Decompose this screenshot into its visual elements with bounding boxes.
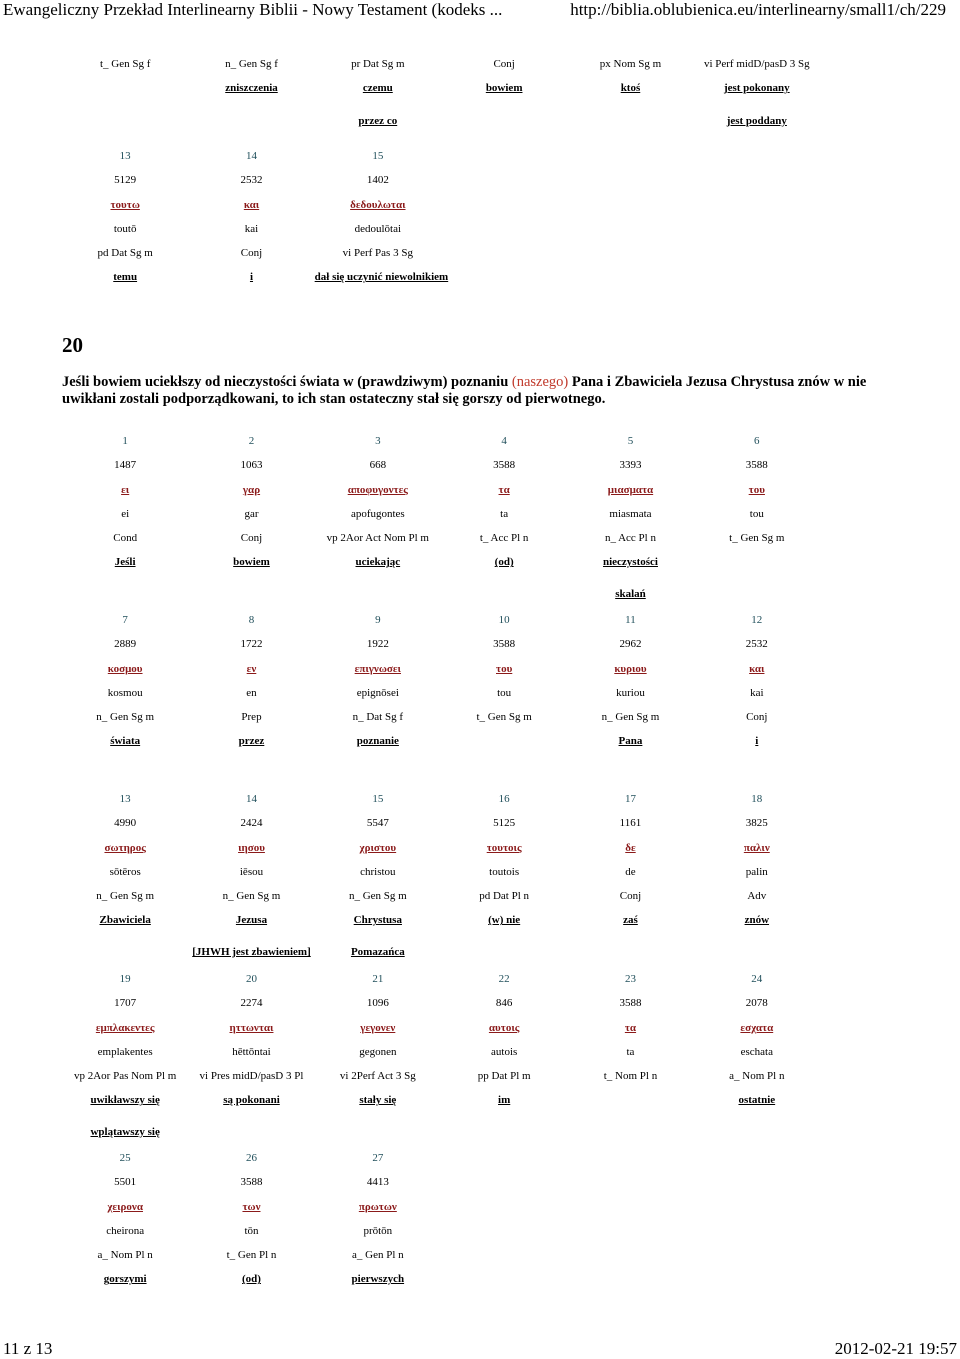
morph-cell: vi Perf midD/pasD 3 Sg — [703, 58, 810, 70]
polish-word[interactable]: są pokonani — [223, 1094, 280, 1107]
morph-cell: a_ Nom Pl n — [97, 1249, 153, 1262]
verse-number: 20 — [62, 333, 83, 357]
strong-number[interactable]: 5129 — [114, 174, 137, 187]
word-block-3 — [62, 793, 882, 939]
polish-word[interactable]: i — [755, 735, 759, 748]
greek-word[interactable]: του — [748, 483, 765, 496]
strong-number[interactable]: 5547 — [366, 817, 389, 830]
greek-word[interactable]: χειρονα — [107, 1200, 143, 1213]
alt-word[interactable] — [694, 1126, 820, 1140]
greek-word[interactable]: σωτηρος — [104, 841, 146, 854]
strong-number[interactable]: 3588 — [493, 638, 516, 651]
polish-word[interactable]: dał się uczynić niewolnikiem — [314, 271, 449, 284]
strong-number[interactable]: 1402 — [366, 174, 389, 187]
word-number: 17 — [624, 793, 636, 805]
greek-word[interactable]: μιασματα — [607, 483, 654, 496]
alt-word[interactable]: Pomazańca — [350, 946, 405, 958]
transliteration: ei — [121, 507, 130, 520]
greek-word[interactable]: γεγονεν — [360, 1021, 396, 1034]
word-number: 11 — [625, 614, 636, 626]
polish-word[interactable]: uwikławszy się — [90, 1094, 160, 1107]
greek-word[interactable]: δε — [625, 841, 636, 854]
morph-cell: vi 2Perf Act 3 Sg — [339, 1070, 416, 1083]
polish-word[interactable]: bowiem — [233, 556, 270, 569]
greek-word[interactable]: ιησου — [238, 841, 265, 854]
greek-word[interactable]: αποφυγοντες — [347, 483, 408, 496]
alt-word[interactable] — [188, 588, 314, 602]
transliteration: toutois — [489, 865, 520, 878]
strong-number[interactable]: 2532 — [745, 638, 768, 651]
word-number: 12 — [751, 614, 763, 626]
word-number: 27 — [372, 1152, 384, 1164]
morph-cell: px Nom Sg m — [599, 58, 662, 70]
morph-cell: pr Dat Sg m — [351, 58, 405, 70]
polish-word[interactable]: (od) — [242, 1273, 261, 1286]
transliteration: toutō — [113, 222, 137, 235]
polish-word[interactable] — [441, 735, 567, 759]
alt-word[interactable] — [441, 115, 567, 129]
polish-word[interactable]: im — [498, 1094, 511, 1107]
morph-cell: t_ Nom Pl n — [603, 1070, 658, 1083]
polish-word[interactable]: czemu — [362, 82, 393, 95]
polish-word[interactable]: zniszczenia — [225, 82, 278, 95]
morph-cell: n_ Gen Sg m — [601, 711, 660, 724]
polish-word[interactable]: temu — [113, 271, 138, 284]
alt-word[interactable] — [62, 115, 188, 129]
morph-cell: t_ Gen Sg m — [476, 711, 532, 724]
alt-word[interactable] — [315, 1126, 441, 1140]
word-number: 6 — [754, 435, 760, 447]
polish-word[interactable]: Pana — [618, 735, 643, 748]
strong-number[interactable]: 3588 — [619, 997, 642, 1010]
word-block-prev — [62, 150, 882, 296]
polish-word[interactable]: Chrystusa — [353, 914, 402, 927]
strong-number[interactable]: 3588 — [493, 459, 516, 472]
page-header-title: Ewangeliczny Przekład Interlinearny Biblii - Nowy Testament (kodeks ... — [3, 0, 503, 19]
strong-number[interactable]: 1707 — [114, 997, 137, 1010]
transliteration: tou — [749, 507, 764, 520]
alt-word[interactable] — [694, 946, 820, 960]
transliteration: apofugontes — [350, 507, 405, 520]
transliteration: de — [625, 865, 636, 878]
strong-number[interactable]: 668 — [369, 459, 387, 472]
greek-word[interactable]: και — [749, 662, 765, 675]
morph-cell: Conj — [746, 711, 768, 724]
top-block-extra — [62, 115, 820, 129]
greek-word[interactable]: και — [243, 198, 260, 211]
strong-number[interactable]: 1096 — [366, 997, 389, 1010]
morph-cell: Cond — [113, 532, 138, 545]
strong-number[interactable]: 2889 — [114, 638, 137, 651]
greek-word[interactable]: κυριου — [614, 662, 647, 675]
word-number: 15 — [372, 793, 384, 805]
morph-cell: a_ Nom Pl n — [729, 1070, 785, 1083]
polish-word[interactable]: poznanie — [356, 735, 399, 748]
polish-word[interactable]: przez — [238, 735, 265, 748]
transliteration: prōtōn — [363, 1224, 393, 1237]
transliteration: epignōsei — [356, 686, 399, 699]
greek-word[interactable]: πρωτων — [358, 1200, 397, 1213]
polish-word[interactable]: (od) — [494, 556, 514, 569]
alt-word[interactable] — [567, 115, 693, 129]
strong-number[interactable]: 846 — [495, 997, 513, 1010]
transliteration: ta — [626, 1045, 635, 1058]
alt-word[interactable] — [567, 1126, 693, 1140]
alt-word[interactable] — [315, 588, 441, 602]
word-number: 15 — [372, 150, 384, 162]
strong-number[interactable]: 2424 — [240, 817, 263, 830]
word-number: 3 — [375, 435, 381, 447]
word-block-4-extra — [62, 1126, 820, 1140]
transliteration: gar — [244, 507, 259, 520]
morph-cell: Prep — [241, 711, 262, 724]
polish-word[interactable]: uciekając — [355, 556, 401, 569]
transliteration: miasmata — [609, 507, 652, 520]
polish-word[interactable] — [567, 1094, 693, 1118]
word-block-5 — [62, 1152, 882, 1298]
greek-word[interactable]: ηττωνται — [229, 1021, 274, 1034]
polish-word[interactable]: (w) nie — [488, 914, 521, 927]
transliteration: autois — [491, 1045, 518, 1058]
alt-word[interactable] — [62, 588, 188, 602]
greek-word[interactable]: εσχατα — [740, 1021, 774, 1034]
morph-cell: vi Pres midD/pasD 3 Pl — [199, 1070, 304, 1083]
word-number: 18 — [751, 793, 763, 805]
morph-cell: n_ Dat Sg f — [352, 711, 404, 724]
strong-number[interactable]: 1922 — [366, 638, 389, 651]
greek-word[interactable]: δεδουλωται — [350, 198, 406, 211]
strong-number[interactable]: 2962 — [619, 638, 642, 651]
greek-word[interactable]: χριστου — [359, 841, 397, 854]
greek-word[interactable]: εμπλακεντες — [95, 1021, 155, 1034]
morph-cell: a_ Gen Pl n — [352, 1249, 404, 1262]
polish-word[interactable]: gorszymi — [103, 1273, 147, 1286]
greek-word[interactable]: γαρ — [242, 483, 261, 496]
polish-word[interactable] — [62, 82, 188, 106]
polish-word[interactable]: ostatnie — [738, 1094, 776, 1107]
morph-cell: n_ Gen Sg m — [348, 890, 407, 903]
morph-cell: t_ Acc Pl n — [479, 532, 529, 545]
page-footer-pagination: 11 z 13 — [3, 1339, 53, 1358]
word-number: 21 — [372, 973, 384, 985]
morph-cell: n_ Gen Sg m — [222, 890, 281, 903]
strong-number[interactable]: 3588 — [240, 1176, 263, 1189]
morph-cell: Conj — [493, 58, 515, 70]
transliteration: kuriou — [616, 686, 645, 699]
transliteration: gegonen — [359, 1045, 397, 1058]
alt-word[interactable]: skalań — [615, 588, 646, 600]
strong-number[interactable]: 4413 — [366, 1176, 389, 1189]
word-number: 19 — [119, 973, 131, 985]
word-number: 9 — [375, 614, 381, 626]
polish-word[interactable]: Jezusa — [235, 914, 268, 927]
transliteration: sōtēros — [109, 865, 141, 878]
word-number: 24 — [751, 973, 763, 985]
morph-cell: pp Dat Pl m — [477, 1070, 531, 1083]
word-number: 8 — [248, 614, 255, 626]
verse-text — [62, 374, 892, 408]
morph-cell: vp 2Aor Act Nom Pl m — [326, 532, 429, 545]
greek-word[interactable]: των — [242, 1200, 261, 1213]
page-footer-datetime: 2012-02-21 19:57 — [834, 1339, 957, 1358]
transliteration: dedoulōtai — [354, 222, 402, 235]
polish-word[interactable]: bowiem — [485, 82, 523, 95]
word-number: 22 — [498, 973, 510, 985]
transliteration: eschata — [740, 1045, 773, 1058]
greek-word[interactable]: κοσμου — [107, 662, 143, 675]
alt-word[interactable] — [62, 946, 188, 960]
greek-word[interactable]: του — [496, 662, 513, 675]
transliteration: tōn — [244, 1224, 259, 1237]
strong-number[interactable]: 5125 — [493, 817, 516, 830]
alt-word[interactable]: [JHWH jest zbawieniem] — [192, 946, 311, 958]
alt-word[interactable]: jest poddany — [726, 115, 787, 127]
transliteration: hēttōntai — [232, 1045, 271, 1058]
polish-word[interactable]: Jeśli — [114, 556, 136, 569]
strong-number[interactable]: 2078 — [745, 997, 768, 1010]
strong-number[interactable]: 3588 — [745, 459, 768, 472]
polish-word[interactable]: znów — [744, 914, 770, 927]
transliteration: kosmou — [107, 686, 143, 699]
word-number: 16 — [498, 793, 510, 805]
alt-word[interactable] — [188, 115, 314, 129]
word-block-4 — [62, 973, 882, 1119]
alt-word[interactable] — [441, 946, 567, 960]
word-number: 10 — [498, 614, 510, 626]
strong-number[interactable]: 3393 — [619, 459, 642, 472]
alt-word[interactable] — [441, 1126, 567, 1140]
polish-word[interactable]: zaś — [623, 914, 638, 927]
alt-word[interactable] — [694, 588, 820, 602]
transliteration: tou — [497, 686, 512, 699]
transliteration: ta — [500, 507, 509, 520]
morph-cell: n_ Gen Sg f — [225, 58, 278, 70]
alt-word[interactable] — [188, 1126, 314, 1140]
strong-number[interactable]: 2274 — [240, 997, 263, 1010]
polish-word[interactable]: ktoś — [620, 82, 641, 95]
word-number: 14 — [245, 150, 257, 162]
word-number: 23 — [624, 973, 636, 985]
word-number: 4 — [501, 435, 507, 447]
transliteration: iēsou — [239, 865, 264, 878]
verse-text-part: Pana i Zbawiciela Jezusa Chrystusa znów w nie uwikłani zostali podporządkowani, to ich stan ostateczny stał się gorszy od pierwotnego. — [62, 374, 867, 407]
morph-cell: n_ Gen Sg m — [96, 711, 155, 724]
morph-cell: pd Dat Pl n — [479, 890, 530, 903]
transliteration: christou — [360, 865, 396, 878]
strong-number[interactable]: 1161 — [619, 817, 642, 830]
word-number: 14 — [245, 793, 257, 805]
verse-text-part: Jeśli bowiem uciekłszy od nieczystości świata w (prawdziwym) poznaniu — [62, 374, 509, 390]
strong-number[interactable]: 5501 — [114, 1176, 137, 1189]
strong-number[interactable]: 1722 — [240, 638, 263, 651]
word-block-2 — [62, 614, 882, 760]
word-block-1-extra — [62, 588, 820, 602]
morph-cell: n_ Acc Pl n — [604, 532, 656, 545]
alt-word[interactable] — [567, 946, 693, 960]
strong-number[interactable]: 2532 — [240, 174, 263, 187]
greek-word[interactable]: τουτοις — [486, 841, 522, 854]
morph-cell: t_ Gen Sg f — [99, 58, 151, 70]
word-block-3-extra — [62, 946, 820, 960]
transliteration: palin — [745, 865, 768, 878]
greek-word[interactable]: τα — [498, 483, 510, 496]
word-number: 13 — [119, 793, 131, 805]
greek-word[interactable]: αυτοις — [488, 1021, 520, 1034]
transliteration: kai — [244, 222, 259, 235]
morph-cell: t_ Gen Sg m — [729, 532, 785, 545]
verse-highlight: (naszego) — [511, 374, 569, 390]
word-number: 13 — [119, 150, 131, 162]
word-number: 5 — [627, 435, 634, 447]
polish-word[interactable] — [694, 556, 820, 580]
greek-word[interactable]: εν — [246, 662, 257, 675]
greek-word[interactable]: τουτω — [110, 198, 140, 211]
morph-cell: n_ Gen Sg m — [96, 890, 155, 903]
word-number: 20 — [245, 973, 257, 985]
strong-number[interactable]: 1487 — [114, 459, 137, 472]
transliteration: kai — [750, 686, 764, 699]
word-block-1 — [62, 435, 882, 581]
top-block — [62, 58, 882, 107]
greek-word[interactable]: ει — [121, 483, 130, 496]
polish-word[interactable]: świata — [110, 735, 141, 748]
word-number: 7 — [122, 614, 128, 626]
morph-cell: vi Perf Pas 3 Sg — [342, 247, 413, 260]
greek-word[interactable]: παλιν — [743, 841, 770, 854]
word-number: 1 — [122, 435, 128, 447]
strong-number[interactable]: 3825 — [745, 817, 768, 830]
transliteration: en — [246, 686, 257, 699]
morph-cell: Conj — [240, 247, 263, 260]
morph-cell: pd Dat Sg m — [97, 247, 153, 260]
alt-word[interactable]: przez co — [358, 115, 398, 127]
morph-cell: Conj — [619, 890, 642, 903]
word-number: 26 — [245, 1152, 257, 1164]
page-header-url[interactable]: http://biblia.oblubienica.eu/interlinearny/small1/ch/229 — [570, 0, 946, 19]
greek-word[interactable]: τα — [624, 1021, 637, 1034]
polish-word[interactable]: nieczystości — [602, 556, 658, 569]
polish-word[interactable]: i — [249, 271, 254, 284]
greek-word[interactable]: επιγνωσει — [354, 662, 401, 675]
word-number: 25 — [119, 1152, 131, 1164]
polish-word[interactable]: jest pokonany — [723, 82, 790, 95]
morph-cell: vp 2Aor Pas Nom Pl m — [73, 1070, 177, 1083]
morph-cell: Adv — [747, 890, 767, 903]
alt-word[interactable]: wplątawszy się — [90, 1126, 160, 1138]
morph-cell: Conj — [240, 532, 263, 545]
polish-word[interactable]: stały się — [359, 1094, 397, 1107]
alt-word[interactable] — [441, 588, 567, 602]
strong-number[interactable]: 1063 — [240, 459, 263, 472]
polish-word[interactable]: Zbawiciela — [99, 914, 151, 927]
transliteration: cheirona — [106, 1224, 145, 1237]
strong-number[interactable]: 4990 — [114, 817, 137, 830]
transliteration: emplakentes — [97, 1045, 153, 1058]
morph-cell: t_ Gen Pl n — [226, 1249, 277, 1262]
polish-word[interactable]: pierwszych — [351, 1273, 405, 1286]
word-number: 2 — [248, 435, 255, 447]
